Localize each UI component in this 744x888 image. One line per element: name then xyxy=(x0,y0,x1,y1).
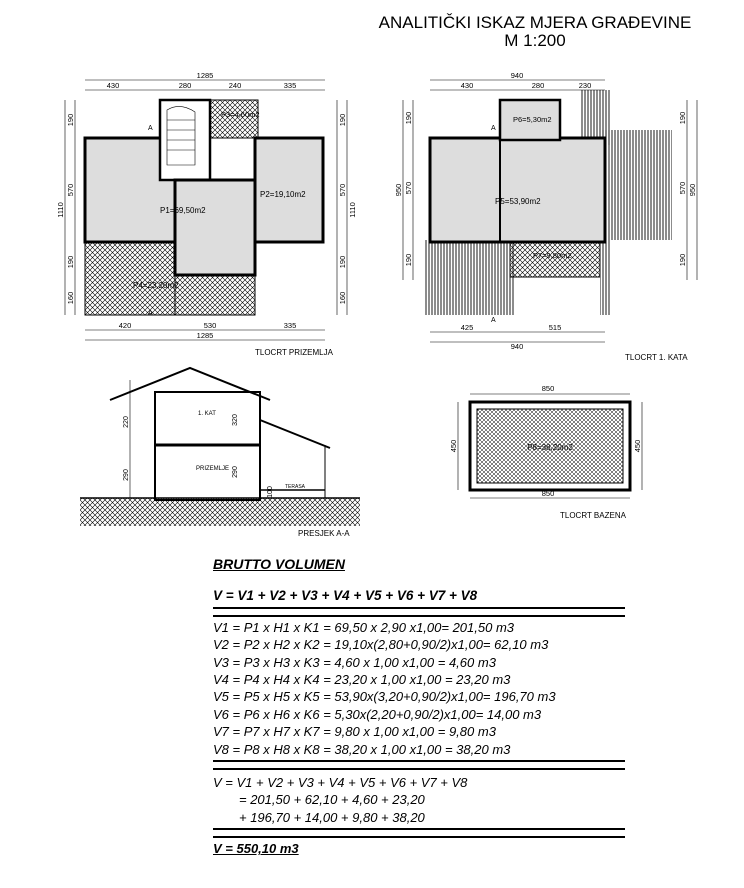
ground-right-seg: 190 xyxy=(338,255,347,269)
section-dim: 290 xyxy=(232,466,239,478)
section-room-lower: PRIZEMLJE xyxy=(196,466,230,472)
first-top-seg: 280 xyxy=(531,81,545,90)
calc-heading: BRUTTO VOLUMEN xyxy=(213,556,345,572)
ground-p2: P2=19,10m2 xyxy=(260,190,306,199)
ground-right-total: 1110 xyxy=(348,202,357,218)
ground-floor-plan xyxy=(55,70,375,360)
ground-right-seg: 190 xyxy=(338,113,347,127)
section-dim: 220 xyxy=(123,416,130,428)
section-marker: A xyxy=(148,125,153,132)
section-marker: A xyxy=(491,125,496,132)
first-right-seg: 190 xyxy=(678,111,687,125)
first-top-total: 940 xyxy=(510,71,524,80)
calc-sum-line-1: V = V1 + V2 + V3 + V4 + V5 + V6 + V7 + V8 xyxy=(213,775,468,791)
section-dim: 100 xyxy=(267,486,274,498)
first-plan-label: TLOCRT 1. KATA xyxy=(625,353,688,362)
pool-plan xyxy=(440,380,660,525)
ground-bottom-seg: 420 xyxy=(118,321,132,330)
first-right-seg: 570 xyxy=(678,181,687,195)
document-title xyxy=(350,14,720,50)
calc-row: V8 = P8 x H8 x K8 = 38,20 x 1,00 x1,00 = 38,20 m3 xyxy=(213,741,511,757)
first-top-seg: 230 xyxy=(578,81,592,90)
section-dim: 320 xyxy=(232,414,239,426)
first-top-seg: 430 xyxy=(460,81,474,90)
pool-height-left: 450 xyxy=(449,439,458,453)
ground-top-seg: 430 xyxy=(106,81,120,90)
ground-top-seg: 335 xyxy=(283,81,297,90)
section-dim: 290 xyxy=(123,469,130,481)
ground-left-total: 1110 xyxy=(56,202,65,218)
first-left-seg: 190 xyxy=(404,111,413,125)
ground-bottom-total: 1285 xyxy=(196,331,214,340)
section-drawing xyxy=(80,360,370,540)
first-left-seg: 190 xyxy=(404,253,413,267)
double-rule xyxy=(213,828,625,838)
calc-row: V7 = P7 x H7 x K7 = 9,80 x 1,00 x1,00 = 9,80 m3 xyxy=(213,724,496,740)
calc-total: V = 550,10 m3 xyxy=(213,841,299,857)
first-bottom-seg: 515 xyxy=(548,323,562,332)
ground-left-seg: 570 xyxy=(66,183,75,197)
ground-left-seg: 190 xyxy=(66,113,75,127)
calc-row: V2 = P2 x H2 x K2 = 19,10x(2,80+0,90/2)x1,00= 62,10 m3 xyxy=(213,637,549,653)
section-marker: A xyxy=(491,317,496,324)
ground-top-total: 1285 xyxy=(196,71,214,80)
ground-plan-label: TLOCRT PRIZEMLJA xyxy=(255,348,333,357)
ground-top-seg: 240 xyxy=(228,81,242,90)
ground-p1: P1=69,50m2 xyxy=(160,206,206,215)
calc-sum-line-3: + 196,70 + 14,00 + 9,80 + 38,20 xyxy=(239,809,425,825)
section-terrace: TERASA xyxy=(285,484,306,490)
pool-width-bottom: 850 xyxy=(541,489,555,498)
calc-row: V4 = P4 x H4 x K4 = 23,20 x 1,00 x1,00 = 23,20 m3 xyxy=(213,672,511,688)
pool-height-right: 450 xyxy=(633,439,642,453)
double-rule xyxy=(213,760,625,770)
first-p6: P6=5,30m2 xyxy=(513,115,552,124)
double-rule xyxy=(213,607,625,617)
ground-p4: P4=23,20m2 xyxy=(133,281,179,290)
ground-top-seg: 280 xyxy=(178,81,192,90)
ground-bottom-seg: 530 xyxy=(203,321,217,330)
first-right-total: 950 xyxy=(688,183,697,197)
volume-calculation xyxy=(213,556,633,858)
first-floor-plan xyxy=(395,70,715,365)
title-scale: M 1:200 xyxy=(504,31,566,50)
calc-row: V3 = P3 x H3 x K3 = 4,60 x 1,00 x1,00 = 4,60 m3 xyxy=(213,654,496,670)
title-line-1: ANALITIČKI ISKAZ MJERA GRAĐEVINE xyxy=(378,13,692,32)
section-label: PRESJEK A-A xyxy=(298,529,350,538)
pool-width-top: 850 xyxy=(541,384,555,393)
ground-right-seg: 570 xyxy=(338,183,347,197)
ground-left-seg: 190 xyxy=(66,255,75,269)
calc-formula: V = V1 + V2 + V3 + V4 + V5 + V6 + V7 + V8 xyxy=(213,588,478,604)
calc-row: V1 = P1 x H1 x K1 = 69,50 x 2,90 x1,00= 201,50 m3 xyxy=(213,619,515,635)
first-bottom-total: 940 xyxy=(510,342,524,351)
first-left-seg: 570 xyxy=(404,181,413,195)
ground-p3: P3=4,60m2 xyxy=(221,110,260,119)
first-bottom-seg: 425 xyxy=(460,323,474,332)
first-right-seg: 190 xyxy=(678,253,687,267)
calc-row: V6 = P6 x H6 x K6 = 5,30x(2,20+0,90/2)x1,00= 14,00 m3 xyxy=(213,706,542,722)
first-p7: P7=9,80m2 xyxy=(533,251,572,260)
pool-label: TLOCRT BAZENA xyxy=(560,511,626,520)
ground-bottom-seg: 335 xyxy=(283,321,297,330)
calc-sum-line-2: = 201,50 + 62,10 + 4,60 + 23,20 xyxy=(239,792,425,808)
ground-right-seg: 160 xyxy=(338,291,347,305)
first-p5: P5=53,90m2 xyxy=(495,197,541,206)
pool-p8: P8=38,20m2 xyxy=(527,443,573,452)
section-room-upper: 1. KAT xyxy=(198,411,216,417)
calc-row: V5 = P5 x H5 x K5 = 53,90x(3,20+0,90/2)x1,00= 196,70 m3 xyxy=(213,689,556,705)
first-left-total: 950 xyxy=(394,183,403,197)
section-marker: A xyxy=(148,310,153,317)
ground-left-seg: 160 xyxy=(66,291,75,305)
